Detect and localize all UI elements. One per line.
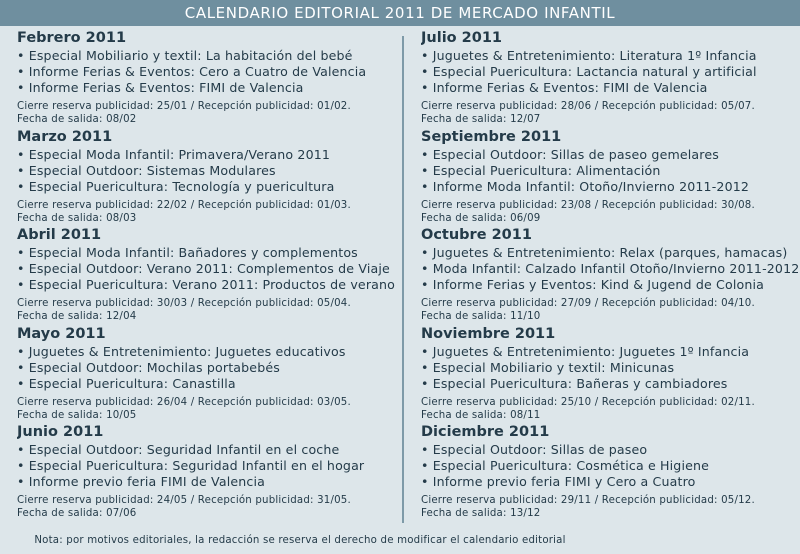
month-item: • Juguetes & Entretenimiento: Literatura 1º Infancia: [421, 48, 757, 63]
release-date: Fecha de salida: 08/03: [17, 212, 137, 224]
release-date: Fecha de salida: 08/02: [17, 114, 137, 125]
page-title: CALENDARIO EDITORIAL 2011 DE MERCADO INFANTIL: [0, 0, 800, 26]
ad-deadline: Cierre reserva publicidad: 29/11 / Recepción publicidad: 05/12.: [421, 495, 755, 506]
release-date: Fecha de salida: 06/09: [421, 212, 541, 224]
ad-deadline: Cierre reserva publicidad: 25/01 / Recepción publicidad: 01/02.: [17, 101, 351, 112]
month-item: • Moda Infantil: Calzado Infantil Otoño/Invierno 2011-2012: [421, 261, 800, 276]
month-title: Septiembre 2011: [421, 128, 562, 145]
month-item: • Especial Puericultura: Verano 2011: Productos de verano: [17, 277, 396, 292]
month-item: • Informe Ferias & Eventos: FIMI de Valencia: [17, 80, 304, 95]
month-title: Junio 2011: [17, 424, 104, 440]
month-item: • Informe previo feria FIMI de Valencia: [17, 474, 265, 489]
release-date: Fecha de salida: 13/12: [421, 508, 541, 519]
month-block-febrero: [17, 30, 397, 129]
release-date: Fecha de salida: 10/05: [17, 409, 137, 421]
ad-deadline: Cierre reserva publicidad: 22/02 / Recepción publicidad: 01/03.: [17, 199, 351, 211]
month-title: Noviembre 2011: [421, 325, 556, 342]
month-item: • Especial Puericultura: Canastilla: [17, 375, 236, 391]
month-item: • Especial Outdoor: Verano 2011: Complementos de Viaje: [17, 261, 390, 276]
month-block-noviembre: [421, 326, 800, 425]
month-title: Marzo 2011: [17, 128, 113, 145]
month-item: • Especial Puericultura: Tecnología y puericultura: [17, 178, 335, 194]
release-date: Fecha de salida: 12/07: [421, 114, 541, 125]
ad-deadline: Cierre reserva publicidad: 26/04 / Recepción publicidad: 03/05.: [17, 396, 351, 408]
month-block-junio: [17, 424, 397, 523]
month-item: • Informe previo feria FIMI y Cero a Cuatro: [421, 474, 696, 489]
month-block-marzo: [17, 129, 397, 228]
ad-deadline: Cierre reserva publicidad: 28/06 / Recepción publicidad: 05/07.: [421, 101, 755, 112]
month-block-octubre: [421, 227, 800, 326]
month-title: Abril 2011: [17, 227, 102, 243]
left-column: [17, 30, 397, 523]
month-item: • Especial Outdoor: Mochilas portabebés: [17, 359, 280, 375]
month-item: • Juguetes & Entretenimiento: Relax (parques, hamacas): [421, 245, 788, 260]
month-item: • Informe Ferias & Eventos: Cero a Cuatro de Valencia: [17, 64, 367, 79]
month-item: • Especial Mobiliario y textil: Minicunas: [421, 359, 675, 375]
month-item: • Especial Moda Infantil: Bañadores y complementos: [17, 245, 358, 260]
month-item: • Informe Moda Infantil: Otoño/Invierno 2011-2012: [421, 178, 750, 194]
month-block-abril: [17, 227, 397, 326]
release-date: Fecha de salida: 12/04: [17, 311, 137, 322]
month-title: Octubre 2011: [421, 227, 532, 243]
month-item: • Informe Ferias & Eventos: FIMI de Valencia: [421, 80, 708, 95]
month-block-septiembre: [421, 129, 800, 228]
month-item: • Juguetes & Entretenimiento: Juguetes 1º Infancia: [421, 343, 750, 359]
month-item: • Especial Puericultura: Lactancia natural y artificial: [421, 64, 757, 79]
release-date: Fecha de salida: 11/10: [421, 311, 541, 322]
month-block-julio: [421, 30, 800, 129]
month-title: Mayo 2011: [17, 325, 106, 342]
month-title: Diciembre 2011: [421, 424, 550, 440]
month-item: • Especial Outdoor: Sillas de paseo gemelares: [421, 146, 719, 162]
month-item: • Juguetes & Entretenimiento: Juguetes educativos: [17, 343, 346, 359]
month-item: • Informe Ferias y Eventos: Kind & Jugend de Colonia: [421, 277, 764, 292]
release-date: Fecha de salida: 08/11: [421, 409, 541, 421]
month-title: Febrero 2011: [17, 30, 127, 46]
ad-deadline: Cierre reserva publicidad: 25/10 / Recepción publicidad: 02/11.: [421, 396, 755, 408]
month-block-diciembre: [421, 424, 800, 523]
ad-deadline: Cierre reserva publicidad: 23/08 / Recepción publicidad: 30/08.: [421, 199, 755, 211]
ad-deadline: Cierre reserva publicidad: 24/05 / Recepción publicidad: 31/05.: [17, 495, 351, 506]
month-item: • Especial Mobiliario y textil: La habitación del bebé: [17, 48, 353, 63]
month-item: • Especial Puericultura: Bañeras y cambiadores: [421, 375, 728, 391]
release-date: Fecha de salida: 07/06: [17, 508, 137, 519]
month-item: • Especial Outdoor: Seguridad Infantil en el coche: [17, 442, 340, 457]
month-item: • Especial Puericultura: Alimentación: [421, 162, 661, 178]
month-item: • Especial Puericultura: Cosmética e Higiene: [421, 458, 710, 473]
ad-deadline: Cierre reserva publicidad: 30/03 / Recepción publicidad: 05/04.: [17, 298, 351, 309]
month-title: Julio 2011: [421, 30, 503, 46]
month-item: • Especial Moda Infantil: Primavera/Verano 2011: [17, 146, 331, 162]
column-divider: [402, 36, 404, 523]
month-item: • Especial Outdoor: Sistemas Modulares: [17, 162, 276, 178]
footer-note: Nota: por motivos editoriales, la redacción se reserva el derecho de modificar el calendario editorial: [34, 535, 566, 546]
right-column: [421, 30, 800, 523]
month-item: • Especial Puericultura: Seguridad Infantil en el hogar: [17, 458, 365, 473]
month-block-mayo: [17, 326, 397, 425]
ad-deadline: Cierre reserva publicidad: 27/09 / Recepción publicidad: 04/10.: [421, 298, 755, 309]
month-item: • Especial Outdoor: Sillas de paseo: [421, 442, 648, 457]
